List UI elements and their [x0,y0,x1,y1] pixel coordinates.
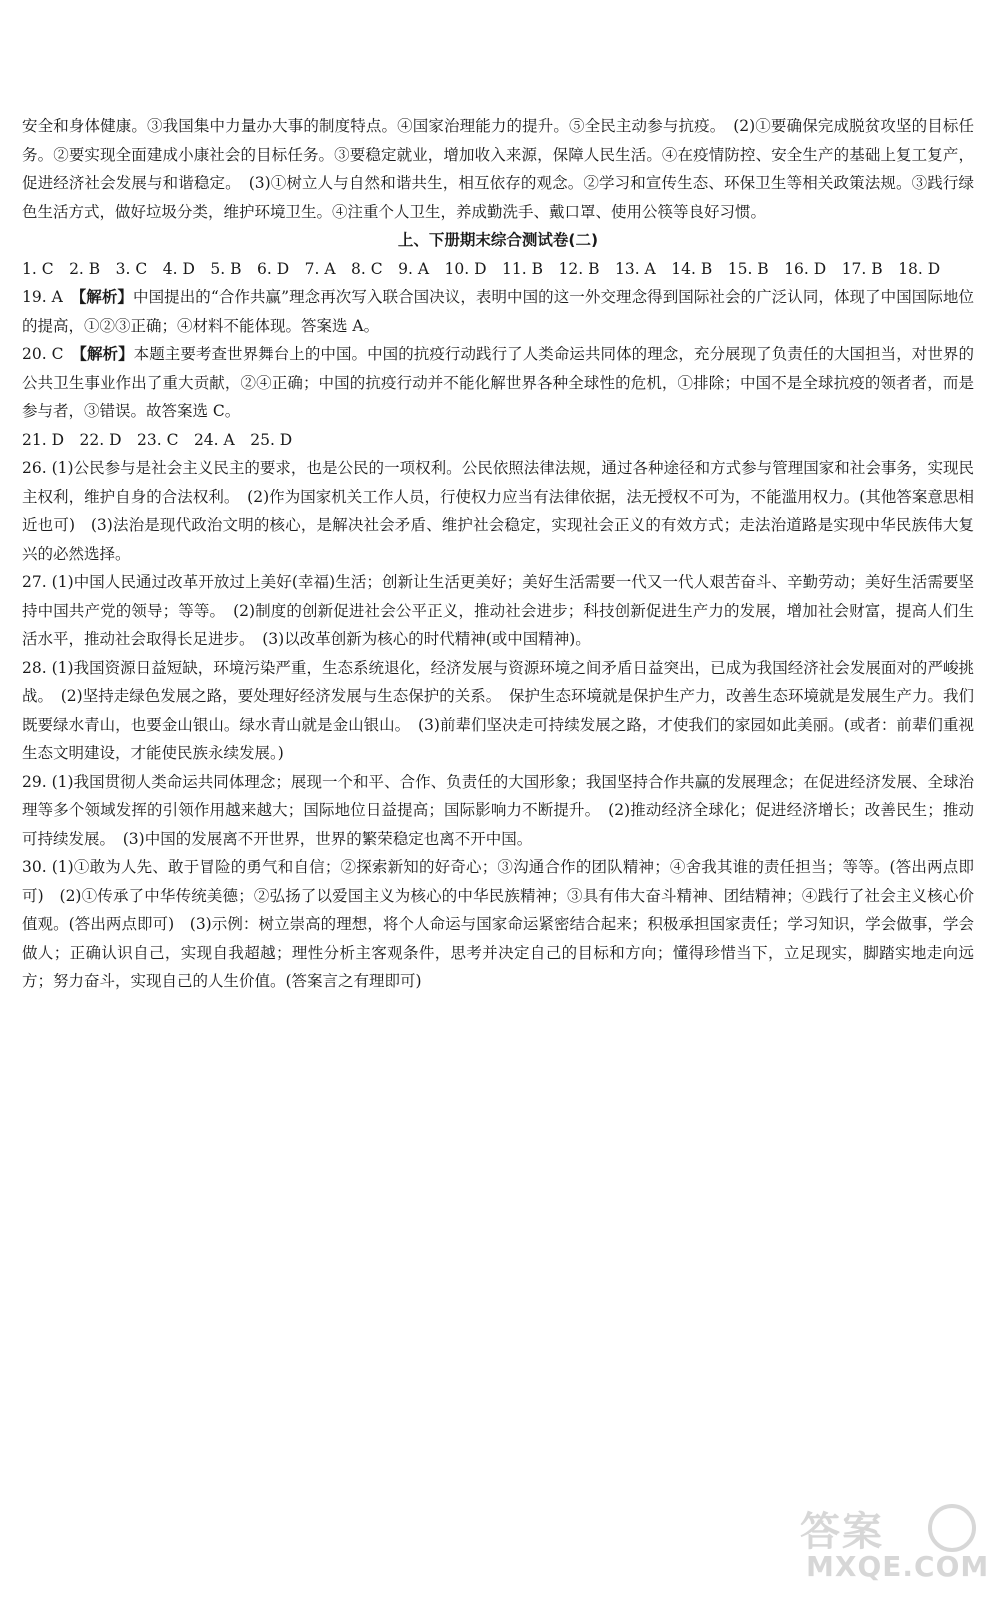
answers-1-18: 1. C 2. B 3. C 4. D 5. B 6. D 7. A 8. C 9. A 10. D 11. B 12. B 13. A 14. B 15. B 16. D 17. B 18. D [22,259,941,278]
answers-21-25: 21. D 22. D 23. C 24. A 25. D [22,430,293,449]
answer-page [22,112,974,996]
watermark-top-text: 答案 [800,1509,884,1555]
answer-26: 26. (1)公民参与是社会主义民主的要求，也是公民的一项权利。公民依照法律法规，通过各种途径和方式参与管理国家和社会事务，实现民主权利，维护自身的合法权利。 (2)作为国家机关工作人员，行使权力应当有法律依据，法无授权不可为，不能滥用权力。(其他答案意思相近也可) (3)法治是现代政治文明的核心，是解决社会矛盾、维护社会稳定，实现社会正义的有效方式；走法治道路是实现中华民族伟大复兴的必然选择。 [22,459,974,563]
answer-20-analysis-tag: 【解析】 [79,345,134,363]
answer-19-number: 19. A [22,288,79,306]
watermark-circle-icon [928,1504,976,1552]
intro-paragraph: 安全和身体健康。③我国集中力量办大事的制度特点。④国家治理能力的提升。⑤全民主动参与抗疫。 (2)①要确保完成脱贫攻坚的目标任务。②要实现全面建成小康社会的目标任务。③要稳定就业，增加收入来源，保障人民生活。④在疫情防控、安全生产的基础上复工复产，促进经济社会发展与和谐稳定。 (3)①树立人与自然和谐共生，相互依存的观念。②学习和宣传生态、环保卫生等相关政策法规。③践行绿色生活方式，做好垃圾分类，维护环境卫生。④注重个人卫生，养成勤洗手、戴口罩、使用公筷等良好习惯。 [22,117,974,221]
answer-19 [22,283,974,340]
section-title: 上、下册期末综合测试卷(二) [397,231,599,249]
answer-28: 28. (1)我国资源日益短缺，环境污染严重，生态系统退化，经济发展与资源环境之间矛盾日益突出，已成为我国经济社会发展面对的严峻挑战。 (2)坚持走绿色发展之路，要处理好经济发展与生态保护的关系。 保护生态环境就是保护生产力，改善生态环境就是发展生产力。我们既要绿水青山，也要金山银山。绿水青山就是金山银山。 (3)前辈们坚决走可持续发展之路，才使我们的家园如此美丽。(或者：前辈们重视生态文明建设，才能使民族永续发展。) [22,658,974,762]
answer-19-text: 中国提出的“合作共赢”理念再次写入联合国决议，表明中国的这一外交理念得到国际社会的广泛认同，体现了中国国际地位的提高，①②③正确；④材料不能体现。答案选 A。 [22,288,974,335]
answer-27: 27. (1)中国人民通过改革开放过上美好(幸福)生活；创新让生活更美好；美好生活需要一代又一代人艰苦奋斗、辛勤劳动；美好生活需要坚持中国共产党的领导；等等。 (2)制度的创新促进社会公平正义，推动社会进步；科技创新促进生产力的发展，增加社会财富，提高人们生活水平，推动社会取得长足进步。 (3)以改革创新为核心的时代精神(或中国精神)。 [22,573,974,648]
answer-20-text: 本题主要考查世界舞台上的中国。中国的抗疫行动践行了人类命运共同体的理念，充分展现了负责任的大国担当，对世界的公共卫生事业作出了重大贡献，②④正确；中国的抗疫行动并不能化解世界各种全球性的危机，①排除；中国不是全球抗疫的领者者，而是参与者，③错误。故答案选 C。 [22,345,975,420]
answer-30: 30. (1)①敢为人先、敢于冒险的勇气和自信；②探索新知的好奇心；③沟通合作的团队精神；④舍我其谁的责任担当；等等。(答出两点即可) (2)①传承了中华传统美德；②弘扬了以爱国主义为核心的中华民族精神；③具有伟大奋斗精神、团结精神；④践行了社会主义核心价值观。(答出两点即可) (3)示例：树立崇高的理想，将个人命运与国家命运紧密结合起来；积极承担国家责任；学习知识，学会做事，学会做人；正确认识自己，实现自我超越；理性分析主客观条件，思考并决定自己的目标和方向；懂得珍惜当下，立足现实，脚踏实地走向远方；努力奋斗，实现自己的人生价值。(答案言之有理即可) [22,858,974,990]
answer-29: 29. (1)我国贯彻人类命运共同体理念；展现一个和平、合作、负责任的大国形象；我国坚持合作共赢的发展理念；在促进经济发展、全球治理等多个领域发挥的引领作用越来越大；国际地位日益提高；国际影响力不断提升。 (2)推动经济全球化；促进经济增长；改善民生；推动可持续发展。 (3)中国的发展离不开世界，世界的繁荣稳定也离不开中国。 [22,772,974,848]
answer-20 [22,340,974,426]
watermark-bottom-text: MXQE.COM [806,1550,990,1583]
answer-19-analysis-tag: 【解析】 [78,288,134,306]
answer-20-number: 20. C [22,345,80,363]
watermark-logo [782,1500,990,1586]
